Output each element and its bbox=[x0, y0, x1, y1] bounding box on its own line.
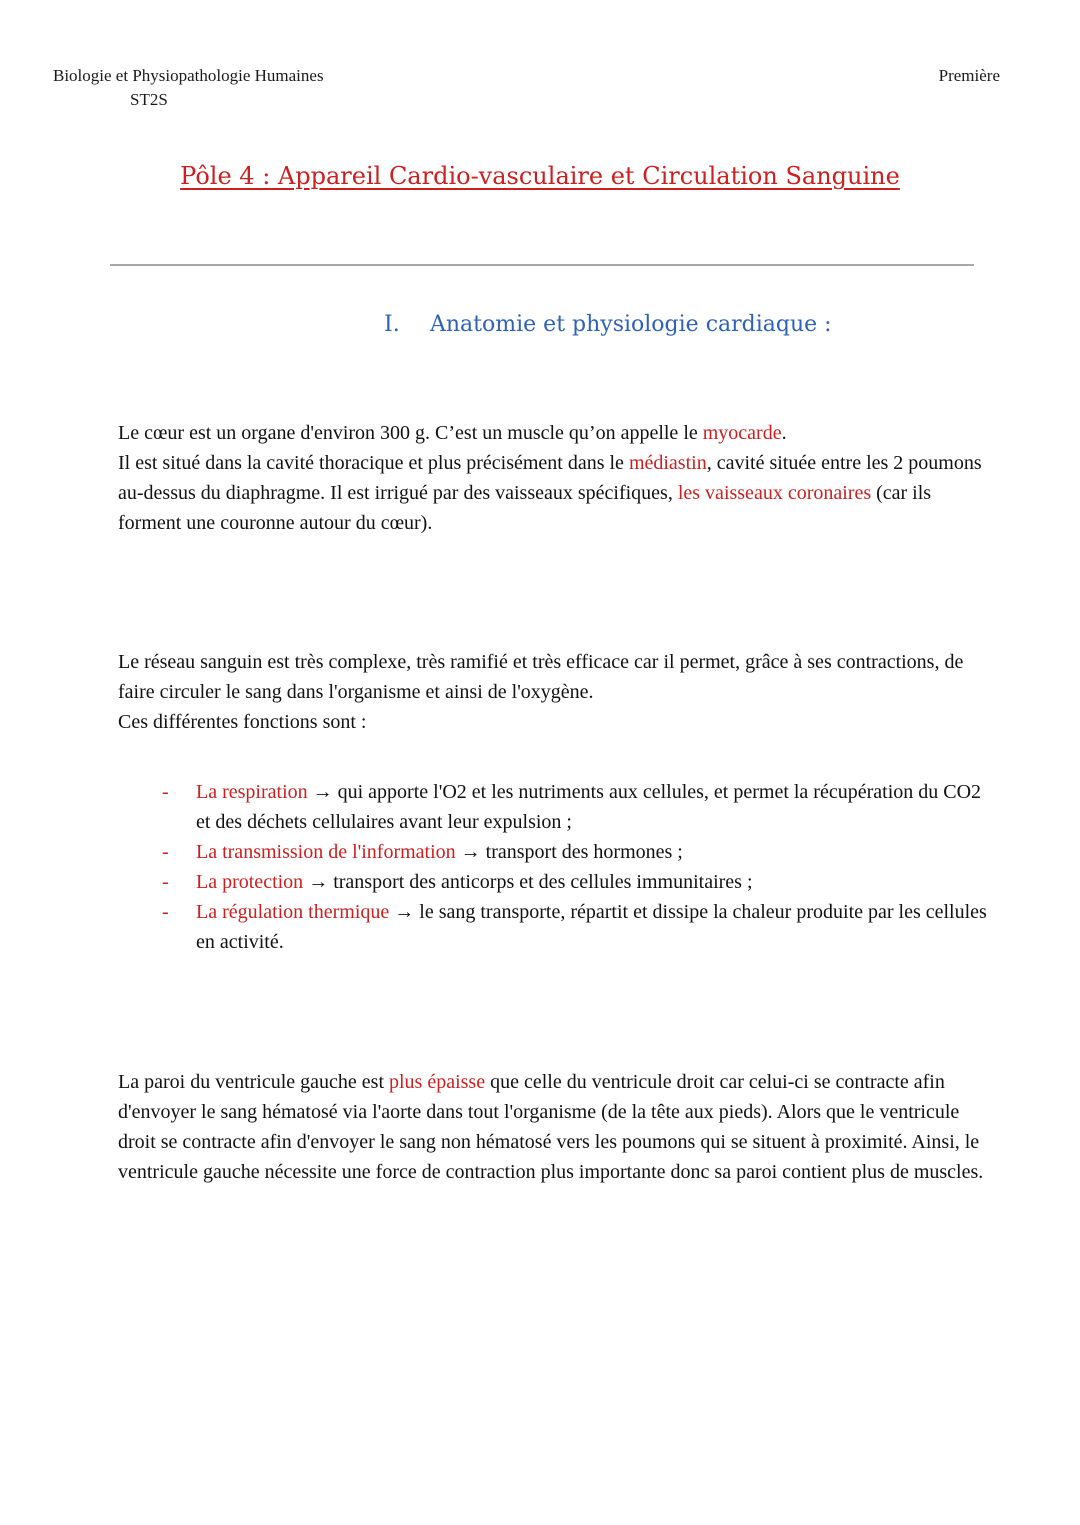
term-mediastin: médiastin bbox=[628, 452, 707, 474]
section-heading bbox=[384, 312, 832, 337]
section-number: I. bbox=[384, 312, 400, 337]
function-desc: → transport des hormones ; bbox=[455, 841, 683, 863]
list-item bbox=[118, 777, 998, 837]
term-myocarde: myocarde bbox=[702, 422, 782, 444]
text: Le cœur est un organe d'environ 300 g. C’est un muscle qu’on appelle le bbox=[118, 422, 703, 444]
text: La paroi du ventricule gauche est bbox=[118, 1071, 389, 1093]
list-item bbox=[118, 867, 998, 897]
header-track: ST2S bbox=[130, 90, 168, 109]
functions-list bbox=[118, 777, 998, 957]
function-term: La protection bbox=[196, 871, 304, 893]
bullet-dash: - bbox=[162, 901, 169, 923]
bullet-dash: - bbox=[162, 871, 169, 893]
function-term: La régulation thermique bbox=[196, 901, 390, 923]
header-subject: Biologie et Physiopathologie Humaines bbox=[53, 66, 324, 85]
page-title: Pôle 4 : Appareil Cardio-vasculaire et Circulation Sanguine bbox=[180, 162, 900, 190]
paragraph-heart-intro bbox=[118, 418, 988, 538]
text: , cavité située entre les 2 poumons au-dessus du diaphragme. Il est irrigué par des vaisseaux spécifiques, bbox=[118, 452, 982, 504]
section-title: Anatomie et physiologie cardiaque : bbox=[430, 312, 832, 337]
horizontal-divider bbox=[110, 264, 974, 266]
function-desc: → transport des anticorps et des cellules immunitaires ; bbox=[303, 871, 753, 893]
function-desc: → le sang transporte, répartit et dissipe la chaleur produite par les cellules en activité. bbox=[196, 901, 987, 953]
text: (car ils forment une couronne autour du cœur). bbox=[118, 482, 932, 534]
bullet-dash: - bbox=[162, 841, 169, 863]
text: Il est situé dans la cavité thoracique et plus précisément dans le bbox=[118, 452, 629, 474]
function-desc: → qui apporte l'O2 et les nutriments aux cellules, et permet la récupération du CO2 et des déchets cellulaires avant leur expulsion ; bbox=[196, 781, 982, 833]
function-term: La respiration bbox=[196, 781, 308, 803]
text: Le réseau sanguin est très complexe, très ramifié et très efficace car il permet, grâce à ses contractions, de faire circuler le sang dans l'organisme et ainsi de l'oxygène. bbox=[118, 651, 964, 703]
text: que celle du ventricule droit car celui-ci se contracte afin d'envoyer le sang hématosé via l'aorte dans tout l'organisme (de la tête aux pieds). Alors que le ventricule droit se contracte afin d'envoyer le sang non hématosé vers les poumons qui se situent à proximité. Ainsi, le ventricule gauche nécessite une force de contraction plus importante donc sa paroi contient plus de muscles. bbox=[118, 1071, 984, 1183]
bullet-dash: - bbox=[162, 781, 169, 803]
term-plus-epaisse: plus épaisse bbox=[389, 1071, 486, 1093]
text: Ces différentes fonctions sont : bbox=[118, 711, 367, 733]
list-item bbox=[118, 837, 998, 867]
function-term: La transmission de l'information bbox=[196, 841, 456, 863]
term-vaisseaux-coronaires: les vaisseaux coronaires bbox=[677, 482, 872, 504]
paragraph-blood-network bbox=[118, 647, 988, 737]
paragraph-ventricle-wall bbox=[118, 1067, 988, 1187]
list-item bbox=[118, 897, 998, 957]
header-level: Première bbox=[938, 66, 1000, 85]
text: . bbox=[781, 422, 787, 444]
